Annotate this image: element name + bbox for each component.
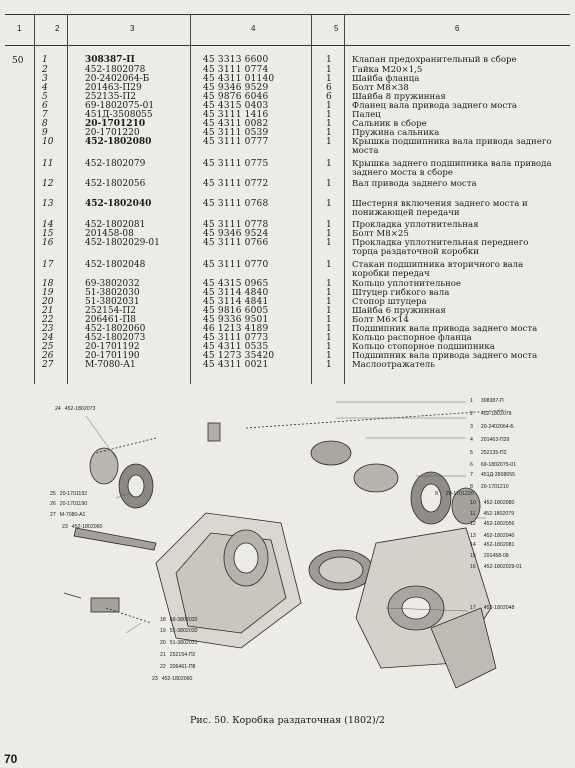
row-number: 9 (42, 128, 48, 138)
part-name: Шестерня включения заднего моста и понижающей передачи (352, 199, 528, 218)
row-number: 4 (42, 83, 48, 93)
catalog-number: 45 9346 9524 (203, 229, 269, 239)
callout-label (160, 652, 195, 658)
callout-part: 20-1701192 (59, 491, 88, 497)
callout-label (470, 411, 511, 417)
col-divider (344, 14, 345, 384)
row-number: 11 (42, 159, 54, 169)
row-number: 19 (42, 288, 54, 298)
callout-label (55, 406, 95, 412)
callout-part: 69-3802032 (169, 617, 198, 623)
callout-part: 452-1802060 (71, 524, 103, 530)
row-number: 8 (42, 119, 48, 129)
quantity: 1 (326, 128, 332, 138)
part-number: 20-1701190 (85, 351, 140, 361)
row-number: 16 (42, 238, 54, 248)
header-col-6: 6 (455, 24, 460, 33)
quantity: 1 (326, 279, 332, 289)
col-divider (34, 14, 35, 384)
callout-part: М-7080-А1 (59, 512, 86, 518)
callout-part: 452-1802073 (64, 406, 96, 412)
row-number: 15 (42, 229, 54, 239)
part-number: 51-3802030 (85, 288, 140, 298)
catalog-number: 45 9346 9529 (203, 83, 269, 93)
row-number: 18 (42, 279, 54, 289)
callout-number: 12 (470, 521, 476, 527)
quantity: 1 (326, 137, 332, 147)
part-number: 452-1802048 (85, 260, 146, 270)
part-name: Штуцер гибкого вала (352, 288, 450, 298)
quantity: 1 (326, 288, 332, 298)
callout-number: 2 (470, 411, 473, 417)
table-header (5, 14, 570, 46)
callout-label (470, 462, 516, 468)
part-name: Фланец вала привода заднего моста (352, 101, 518, 111)
callout-label (470, 521, 514, 527)
catalog-number: 45 3111 0539 (203, 128, 269, 138)
part-name: Шайба фланца (352, 74, 420, 84)
catalog-number: 45 3111 0772 (203, 179, 269, 189)
callout-label (50, 491, 87, 497)
callout-part: 452-1802060 (161, 676, 193, 682)
part-number: 20-1701220 (85, 128, 140, 138)
callout-part: 51-3802031 (169, 640, 198, 646)
catalog-number: 45 9816 6005 (203, 306, 269, 316)
callout-number: 22 (160, 664, 166, 670)
callout-number: 23 (62, 524, 68, 530)
callout-part: 452-1802078 (480, 411, 512, 417)
quantity: 1 (326, 101, 332, 111)
part-name: Болт М6×14 (352, 315, 409, 325)
callout-number: 9 (435, 491, 438, 497)
part-name: Крышка подшипника вала привода заднего моста (352, 137, 552, 156)
callout-label (470, 424, 514, 430)
catalog-number: 45 3111 0775 (203, 159, 269, 169)
catalog-number: 45 4315 0965 (203, 279, 269, 289)
callout-part: 452-1802080 (483, 500, 515, 506)
callout-part: 452-1802081 (483, 542, 515, 548)
valve (208, 423, 220, 441)
part-name: Вал привода заднего моста (352, 179, 477, 189)
row-number: 23 (42, 324, 54, 334)
quantity: 1 (326, 179, 332, 189)
callout-part: 308387-П (480, 398, 504, 404)
catalog-number: 45 3111 1416 (203, 110, 269, 120)
row-number: 20 (42, 297, 54, 307)
callout-label (470, 533, 514, 539)
part-number: 452-1802060 (85, 324, 146, 334)
part-number: 20-1701210 (85, 119, 146, 129)
callout-part: 201463-П29 (480, 437, 510, 443)
col-divider (311, 14, 312, 384)
row-number: 6 (42, 101, 48, 111)
part-number: 252154-П2 (85, 306, 136, 316)
quantity: 1 (326, 110, 332, 120)
col-divider (190, 14, 191, 384)
catalog-number: 45 3111 0770 (203, 260, 269, 270)
callout-part: 451Д-3508055 (480, 472, 515, 478)
callout-label (470, 450, 507, 456)
quantity: 1 (326, 159, 332, 169)
exploded-diagram (36, 398, 566, 703)
part-number: 20-2402064-Б (85, 74, 150, 84)
part-name: Пружина сальника (352, 128, 440, 138)
callout-label (470, 553, 509, 559)
part-number: 252135-П2 (85, 92, 136, 102)
quantity: 1 (326, 238, 332, 248)
callout-label (470, 500, 514, 506)
callout-part: 20-2402064-Б (480, 424, 514, 430)
callout-part: 69-1802075-01 (480, 462, 517, 468)
quantity: 1 (326, 220, 332, 230)
callout-label (470, 605, 514, 611)
callout-part: 20-1701190 (59, 501, 88, 507)
quantity: 1 (326, 297, 332, 307)
part-name: Маслоотражатель (352, 360, 435, 370)
quantity: 1 (326, 333, 332, 343)
part-name: Прокладка уплотнительная переднего торца раздаточной коробки (352, 238, 529, 257)
part-number: 206461-П8 (85, 315, 136, 325)
part-name: Гайка М20×1,5 (352, 65, 423, 75)
callout-number: 23 (152, 676, 158, 682)
quantity: 1 (326, 55, 332, 65)
callout-label (62, 524, 102, 530)
output-shaft (74, 528, 156, 550)
callout-number: 14 (470, 542, 476, 548)
catalog-number: 45 4315 0403 (203, 101, 269, 111)
part-name: Палец (352, 110, 381, 120)
callout-label (470, 542, 514, 548)
row-number: 10 (42, 137, 54, 147)
part-number: 451Д-3508055 (85, 110, 153, 120)
page-number: 70 (4, 752, 18, 766)
row-number: 17 (42, 260, 54, 270)
row-number: 26 (42, 351, 54, 361)
row-number: 5 (42, 92, 48, 102)
catalog-number: 46 1213 4189 (203, 324, 269, 334)
quantity: 6 (326, 92, 332, 102)
callout-number: 3 (470, 424, 473, 430)
quantity: 1 (326, 342, 332, 352)
catalog-number: 45 3111 0773 (203, 333, 269, 343)
callout-number: 10 (470, 500, 476, 506)
header-col-3: 3 (130, 24, 135, 33)
callout-label (470, 564, 522, 570)
row-number: 13 (42, 199, 54, 209)
callout-label (470, 437, 509, 443)
callout-part: 452-1802029-01 (483, 564, 522, 570)
part-number: 452-1802079 (85, 159, 146, 169)
quantity: 1 (326, 74, 332, 84)
catalog-number: 45 4311 01140 (203, 74, 275, 84)
part-number: М-7080-А1 (85, 360, 136, 370)
part-number: 51-3802031 (85, 297, 140, 307)
row-number: 24 (42, 333, 54, 343)
callout-label (470, 484, 509, 490)
part-name: Подшипник вала привода заднего моста (352, 324, 538, 334)
quantity: 1 (326, 199, 332, 209)
callout-label (152, 676, 192, 682)
quantity: 1 (326, 65, 332, 75)
row-number: 22 (42, 315, 54, 325)
quantity: 1 (326, 315, 332, 325)
callout-number: 25 (50, 491, 56, 497)
callout-label (435, 491, 474, 497)
callout-number: 8 (470, 484, 473, 490)
part-name: Подшипник вала привода заднего моста (352, 351, 538, 361)
part-number: 452-1802040 (85, 199, 152, 209)
callout-label (50, 501, 87, 507)
part-number: 201463-П29 (85, 83, 142, 93)
part-name: Прокладка уплотнительная (352, 220, 479, 230)
callout-part: 252154-П2 (169, 652, 196, 658)
callout-number: 27 (50, 512, 56, 518)
callout-label (50, 512, 85, 518)
catalog-number: 45 4311 0021 (203, 360, 269, 370)
callout-number: 7 (470, 472, 473, 478)
callout-number: 18 (160, 617, 166, 623)
part-name: Сальник в сборе (352, 119, 427, 129)
part-name: Шайба 8 пружинная (352, 92, 446, 102)
callout-label (470, 398, 504, 404)
callout-label (160, 617, 197, 623)
row-number: 3 (42, 74, 48, 84)
catalog-number: 45 3111 0777 (203, 137, 269, 147)
callout-number: 4 (470, 437, 473, 443)
callout-number: 5 (470, 450, 473, 456)
gasket-ring (90, 448, 118, 484)
part-number: 452-1802056 (85, 179, 146, 189)
callout-number: 21 (160, 652, 166, 658)
callout-number: 11 (470, 511, 476, 517)
part-name: Крышка заднего подшипника вала привода заднего моста в сборе (352, 159, 552, 178)
callout-part: 206461-П8 (169, 664, 196, 670)
part-name: Стопор штуцера (352, 297, 427, 307)
row-number: 1 (42, 55, 48, 65)
callout-part: 452-1802079 (483, 511, 514, 517)
callout-number: 13 (470, 533, 476, 539)
speedometer-fitting (91, 598, 119, 612)
quantity: 1 (326, 306, 332, 316)
header-col-2: 2 (55, 24, 60, 33)
callout-part: 452-1802040 (483, 533, 515, 539)
part-name: Стакан подшипника вторичного вала коробки передач (352, 260, 524, 279)
catalog-number: 45 3313 6600 (203, 55, 269, 65)
callout-label (160, 664, 195, 670)
quantity: 1 (326, 360, 332, 370)
quantity: 1 (326, 119, 332, 129)
callout-number: 6 (470, 462, 473, 468)
callout-label (470, 472, 515, 478)
callout-number: 16 (470, 564, 476, 570)
callout-part: 201458-08 (483, 553, 509, 559)
part-number: 452-1802078 (85, 65, 146, 75)
callout-part: 452-1802048 (483, 605, 515, 611)
row-number: 25 (42, 342, 54, 352)
callout-part: 51-3802030 (169, 628, 198, 634)
quantity: 6 (326, 83, 332, 93)
callout-part: 452-1802056 (483, 521, 515, 527)
callout-part: 20-1701210 (480, 484, 509, 490)
callout-number: 1 (470, 398, 473, 404)
catalog-number: 45 4311 0082 (203, 119, 269, 129)
row-number: 21 (42, 306, 54, 316)
part-number: 452-1802081 (85, 220, 146, 230)
catalog-number: 45 3111 0774 (203, 65, 269, 75)
part-number: 452-1802073 (85, 333, 146, 343)
row-number: 7 (42, 110, 48, 120)
callout-number: 26 (50, 501, 56, 507)
quantity: 1 (326, 351, 332, 361)
part-number: 201458-08 (85, 229, 134, 239)
part-number: 452-1802080 (85, 137, 152, 147)
catalog-number: 45 3111 0778 (203, 220, 269, 230)
callout-label (470, 511, 514, 517)
catalog-number: 45 3111 0766 (203, 238, 269, 248)
part-name: Клапан предохранительный в сборе (352, 55, 517, 65)
catalog-number: 45 4311 0535 (203, 342, 269, 352)
callout-number: 15 (470, 553, 476, 559)
flange (311, 441, 351, 465)
part-name: Болт М8×38 (352, 83, 409, 93)
row-number: 14 (42, 220, 54, 230)
catalog-number: 45 9336 9501 (203, 315, 269, 325)
part-number: 69-3802032 (85, 279, 140, 289)
part-number: 20-1701192 (85, 342, 140, 352)
part-name: Шайба 6 пружинная (352, 306, 446, 316)
row-number: 2 (42, 65, 48, 75)
quantity: 1 (326, 324, 332, 334)
row-number: 27 (42, 360, 54, 370)
part-number: 69-1802075-01 (85, 101, 155, 111)
part-name: Кольцо распорное фланца (352, 333, 472, 343)
callout-number: 20 (160, 640, 166, 646)
col-divider (67, 14, 68, 384)
callout-part: 252135-П2 (480, 450, 507, 456)
quantity: 1 (326, 229, 332, 239)
catalog-number: 45 9876 6046 (203, 92, 269, 102)
part-name: Кольцо уплотнительное (352, 279, 461, 289)
callout-number: 17 (470, 605, 476, 611)
header-col-1: 1 (17, 24, 22, 33)
row-number: 12 (42, 179, 54, 189)
callout-part: 20-1701220 (445, 491, 474, 497)
catalog-number: 45 1273 35420 (203, 351, 275, 361)
figure-caption: Рис. 50. Коробка раздаточная (1802)/2 (190, 715, 385, 726)
callout-label (160, 628, 197, 634)
header-col-4: 4 (251, 24, 256, 33)
catalog-number: 45 3111 0768 (203, 199, 269, 209)
header-col-5: 5 (334, 24, 339, 33)
callout-number: 19 (160, 628, 166, 634)
callout-label (160, 640, 197, 646)
callout-number: 24 (55, 406, 61, 412)
catalog-number: 45 3114 4841 (203, 297, 269, 307)
part-name: Болт М8×25 (352, 229, 409, 239)
part-number: 308387-П (85, 55, 135, 65)
catalog-number: 45 3114 4840 (203, 288, 269, 298)
part-number: 452-1802029-01 (85, 238, 160, 248)
part-name: Кольцо стопорное подшипника (352, 342, 495, 352)
catalog-page: 1 2 3 4 5 6 50 1 308387-П 45 3313 6600 1 Клапан предохранительный в сборе 2 452-1802078 45 3111 0774 1 Гайка М20×1,5 3 20-2402064-Б 45 4311 01140 1 Шайба фланца 4 201463-П29 45 9346 9529 6 Болт М8×38 5 252135-П2 45 9876 6046 6 Шайба 8 пружинная 6 69-1802075-01 45 4315 0403 1 Фланец вала привода заднего моста 7 451Д-3508055 45 3111 1416 1 Палец 8 20-1701210 45 4311 0082 1 Сальник в сборе 9 20-1701220 45 3111 0539 1 Пружина сальника 10 452-1802080 45 3111 0777 1 Крышка подшипника вала привода заднего моста 11 452-1802079 45 3111 0775 1 Крышка заднего подшипника вала привода заднего моста в сборе 12 452-1802056 45 3111 0772 1 Вал привода заднего моста 13 452-1802040 45 3111 0768 1 Шестерня включения заднего моста и понижающей передачи 14 452-1802081 45 3111 0778 1 Прокладка уплотнительная 15 201458-08 45 9346 9524 1 Болт М8×25 16 452-1802029-01 45 3111 0766 1 Прокладка уплотнительная переднего торца раздаточной коробки 17 452-1802048 45 3111 0770 1 Стакан подшипника вторичного вала коробки передач 18 69-3802032 45 4315 0965 1 Кольцо уплотнительное 19 51-3802030 45 3114 4840 1 Штуцер гибкого вала 20 51-3802031 45 3114 4841 1 Стопор штуцера 21 252154-П2 45 9816 6005 1 Шайба 6 пружинная 22 206461-П8 45 9336 9501 1 Болт М6×14 23 452-1802060 46 1213 4189 1 Подшипник вала привода заднего моста 24 452-1802073 45 3111 0773 1 Кольцо распорное фланца 25 20-1701192 45 4311 0535 1 Кольцо стопорное подшипника 26 20-1701190 45 1273 35420 1 Подшипник вала привода заднего моста 27 М-7080-А1 45 4311 0021 1 Маслоотражатель 1 308387-П 2 452-1802078 3 20-2402064-Б 4 201463-П29 5 252135-П2 6 69-1802075-01 7 451Д-3508055 8 20-1701210 9 20-1701220 10 452-1802080 11 452-1802079 12 452-1802056 13 452-1802040 14 452-1802081 15 201458-08 16 452-1802029-01 17 452-1802048 24 452-1802073 25 20-1701192 26 20-1701190 27 М-7080-А1 23 452-1802060 18 69-3802032 19 51-3802030 20 51-3802031 21 252154-П2 22 206461-П8 23 452-1802060 Рис. 50. Коробка раздаточная (1802)/2 70 (0, 0, 575, 768)
quantity: 1 (326, 260, 332, 270)
